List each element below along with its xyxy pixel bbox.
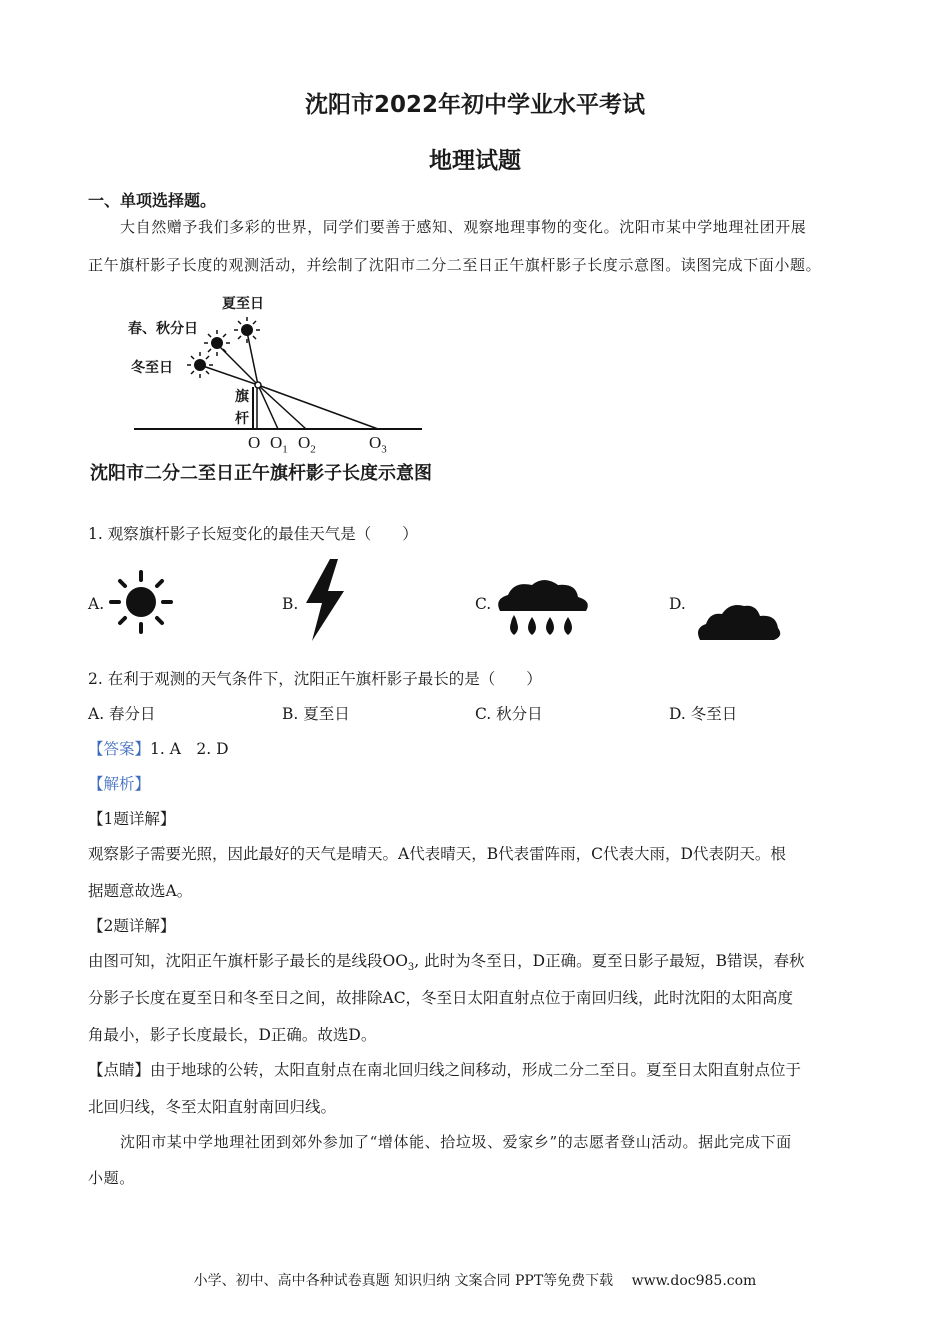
heavy-rain-icon [492, 575, 594, 643]
intro-2-line-2: 小题。 [88, 1169, 135, 1187]
cloudy-icon [694, 600, 784, 646]
option-c-label: C. [475, 595, 492, 613]
option-a-label: A. [88, 595, 105, 613]
sunny-icon [106, 568, 176, 636]
intro-line-2: 正午旗杆影子长度的观测活动，并绘制了沈阳市二分二至日正午旗杆影子长度示意图。读图完成下面小题。 [88, 256, 822, 274]
intro-2-line-1: 沈阳市某中学地理社团到郊外参加了“增体能、拾垃圾、爱家乡”的志愿者登山活动。据此完成下面 [120, 1133, 792, 1151]
label-pole-1: 旗 [235, 389, 249, 405]
detail-2-tag: 【2题详解】 [88, 917, 176, 935]
winter-shadow-line [258, 385, 378, 429]
label-pole-2: 杆 [235, 411, 249, 427]
winter-sun-icon [187, 352, 213, 378]
analysis-tag: 【解析】 [88, 775, 151, 793]
label-o2: $O_2$ [298, 433, 316, 456]
page-footer: 小学、初中、高中各种试卷真题 知识归纳 文案合同 PPT等免费下载 www.doc985.com [193, 1273, 757, 1289]
tip-line-2: 北回归线，冬至太阳直射南回归线。 [88, 1098, 337, 1116]
detail-2-line-3: 角最小，影子长度最长，D正确。故选D。 [88, 1026, 377, 1044]
detail-1-line-2: 据题意故选A。 [88, 882, 193, 900]
label-o3: $O_3$ [369, 433, 387, 456]
page-subtitle: 地理试题 [429, 148, 521, 174]
winter-ray [200, 365, 258, 385]
answer-text: 1. A 2. D [150, 740, 229, 758]
label-equinox: 春、秋分日 [128, 321, 198, 337]
thunderstorm-icon [300, 557, 350, 643]
answer-line [88, 737, 229, 759]
intro-line-1: 大自然赠予我们多彩的世界，同学们要善于感知、观察地理事物的变化。沈阳市某中学地理社团开展 [120, 218, 807, 236]
question-1-stem: 1. 观察旗杆影子长短变化的最佳天气是（ ） [88, 525, 418, 543]
detail-1-line-1: 观察影子需要光照，因此最好的天气是晴天。A代表晴天，B代表雷阵雨，C代表大雨，D代表阴天。根 [88, 845, 786, 863]
answer-tag: 【答案】 [88, 740, 151, 758]
detail-1-tag: 【1题详解】 [88, 810, 176, 828]
q2-option-b: B. 夏至日 [282, 705, 350, 723]
label-o: O [248, 433, 261, 452]
figure-caption: 沈阳市二分二至日正午旗杆影子长度示意图 [90, 463, 432, 484]
q2-option-c: C. 秋分日 [475, 705, 543, 723]
equinox-shadow-line [258, 385, 306, 429]
option-d-label: D. [669, 595, 686, 613]
detail-2-line-2: 分影子长度在夏至日和冬至日之间，故排除AC，冬至日太阳直射点位于南回归线，此时沈阳的太阳高度 [88, 989, 794, 1007]
detail-2-line-1: 由图可知，沈阳正午旗杆影子最长的是线段$OO_3$, 此时为冬至日，D正确。夏至日影子最短，B错误，春秋 [88, 952, 805, 974]
label-summer-solstice: 夏至日 [222, 296, 264, 312]
option-b-label: B. [282, 595, 299, 613]
tip-tag: 【点睛】 [88, 1061, 151, 1079]
summer-sun-icon [234, 317, 260, 343]
label-winter-solstice: 冬至日 [131, 360, 173, 376]
q2-option-d: D. 冬至日 [669, 705, 738, 723]
question-2-stem: 2. 在利于观测的天气条件下，沈阳正午旗杆影子最长的是（ ） [88, 670, 542, 688]
page-title: 沈阳市2022年初中学业水平考试 [304, 92, 645, 118]
tip-line-1: 【点睛】由于地球的公转，太阳直射点在南北回归线之间移动，形成二分二至日。夏至日太阳直射点位于 [88, 1061, 802, 1079]
section-heading: 一、单项选择题。 [88, 191, 217, 210]
label-o1: $O_1$ [270, 433, 288, 456]
q2-option-a: A. 春分日 [88, 705, 156, 723]
